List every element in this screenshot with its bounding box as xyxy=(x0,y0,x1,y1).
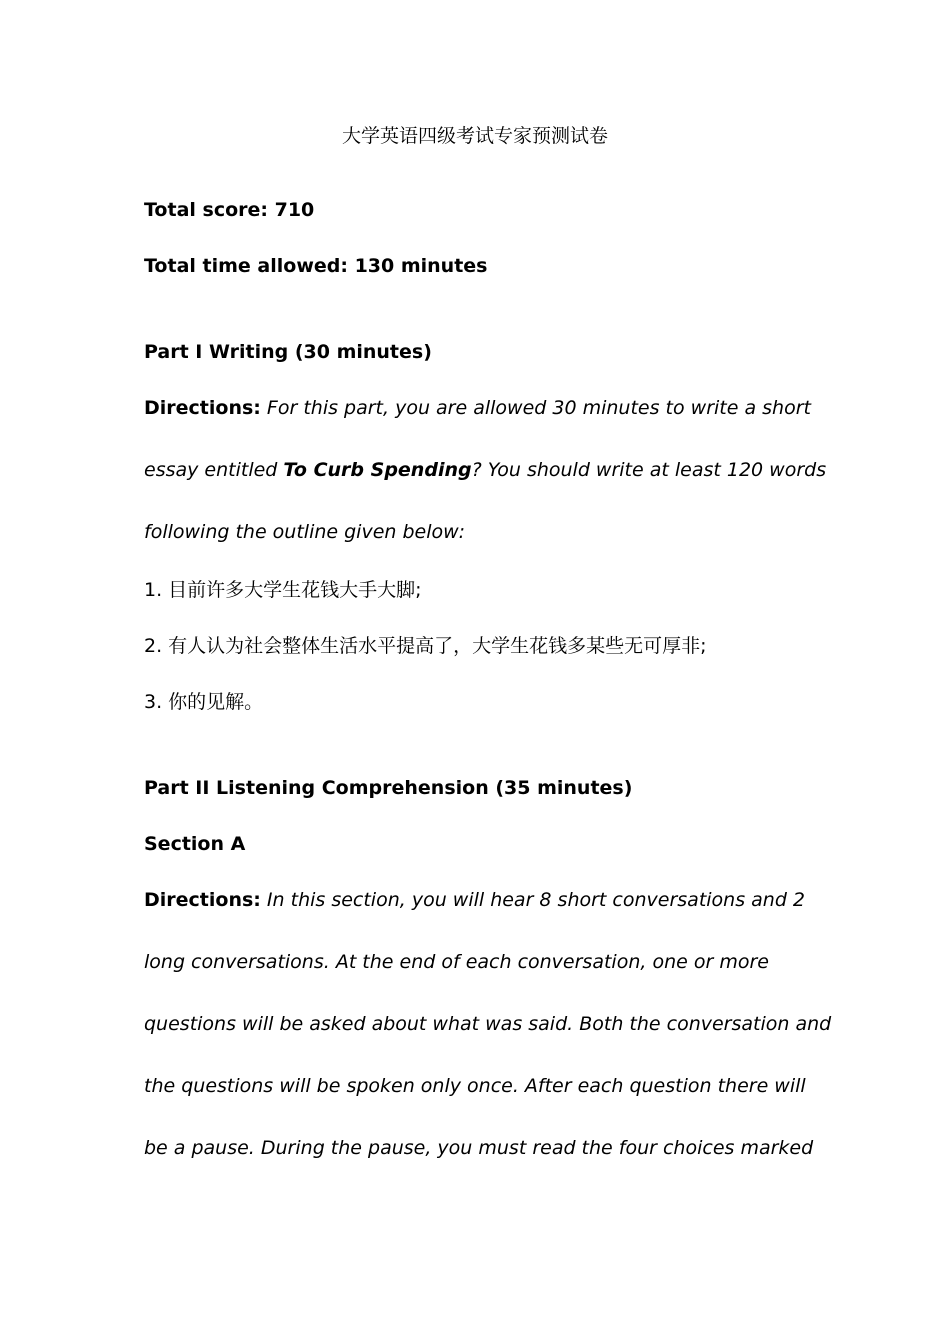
essay-title: To Curb Spending xyxy=(283,459,472,481)
part1-directions-label: Directions: xyxy=(144,397,261,419)
total-time: Total time allowed: 130 minutes xyxy=(144,255,488,277)
part2-directions-line3: questions will be asked about what was said. Both the conversation and xyxy=(144,1013,832,1035)
outline-item-3: 3. 你的见解。 xyxy=(144,691,264,713)
part2-section: Section A xyxy=(144,833,246,855)
part2-directions-label: Directions: xyxy=(144,889,261,911)
part2-directions-line5: be a pause. During the pause, you must read the four choices marked xyxy=(144,1137,814,1159)
outline-item-2: 2. 有人认为社会整体生活水平提高了，大学生花钱多某些无可厚非; xyxy=(144,635,707,657)
part2-directions-text1: In this section, you will hear 8 short conversations and 2 xyxy=(260,889,806,911)
part1-directions-text1: For this part, you are allowed 30 minutes to write a short xyxy=(260,397,811,419)
part2-heading: Part II Listening Comprehension (35 minutes) xyxy=(144,777,633,799)
total-score: Total score: 710 xyxy=(144,199,315,221)
part2-directions-line2: long conversations. At the end of each conversation, one or more xyxy=(144,951,769,973)
part2-directions-line1 xyxy=(144,888,824,912)
part1-directions-text2-pre: essay entitled xyxy=(144,459,284,481)
part2-directions-line4: the questions will be spoken only once. After each question there will xyxy=(144,1075,806,1097)
document-title: 大学英语四级考试专家预测试卷 xyxy=(341,125,608,147)
part1-directions-text2-post: ? You should write at least 120 words xyxy=(471,459,827,481)
outline-item-1: 1. 目前许多大学生花钱大手大脚; xyxy=(144,579,422,601)
part1-directions-line3: following the outline given below: xyxy=(144,521,466,543)
part1-heading: Part I Writing (30 minutes) xyxy=(144,341,432,363)
part1-directions-line1 xyxy=(144,396,824,420)
part1-directions-line2 xyxy=(144,458,827,482)
